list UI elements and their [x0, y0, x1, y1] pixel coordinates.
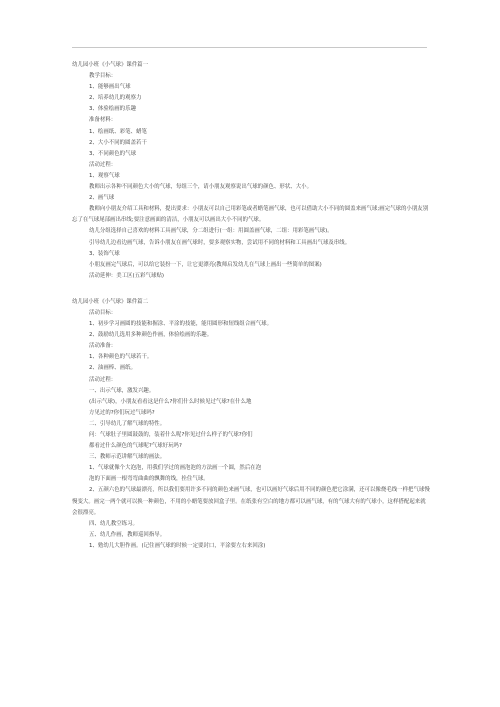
section-title: 幼儿园小班《小气球》课件篇二: [72, 298, 149, 305]
header-rule: [72, 47, 427, 48]
body-paragraph: 教师向小朋友介绍工具和材料，提出要求：小朋友可以自己用彩笔或者蜡笔画气球，也可以借助大小不同的圆盖来画气球;画完气球的小朋友别忘了在气球尾部画出串线;要注意画面的清洁，小朋友可以画出大小不同的气球。: [72, 206, 429, 224]
body-line: 教学目标：: [89, 73, 117, 80]
body-line: 泡的下面画一根弯弯曲曲的飘舞的线，拴住气球。: [89, 476, 209, 483]
body-line: 2、鼓励幼儿选用多种颜色作画，体验绘画的乐趣。: [89, 332, 213, 339]
body-line: 幼儿分组选择自己喜欢的材料工具画气球，分二组进行(一组：用圆盖画气球，二组：用彩笔画气球)。: [89, 228, 333, 235]
document-body: [72, 60, 430, 552]
section-title: 幼儿园小班《小气球》课件篇一: [72, 62, 149, 68]
body-line: 一、出示气球，激发兴趣。: [89, 387, 155, 394]
body-line: 教师出示各种不同颜色大小的气球，每组三个，请小朋友观察说出气球的颜色、形状、大小。: [89, 184, 313, 191]
body-line: 1、勉幼儿大胆作画。(记住画气球的时候一定要封口，平涂要左右来回涂): [89, 542, 266, 549]
body-line: 2、油画棒、画纸。: [89, 365, 137, 372]
body-line: 问：气球肚子里圆鼓鼓的，装着什么呢?你见过什么样子的气球?你们: [89, 432, 253, 438]
body-line: 1、绘画纸、彩笔、蜡笔: [89, 128, 147, 135]
body-line: 三、教师示范讲解气球的画法。: [89, 454, 166, 461]
body-line: 方见过的?你们玩过气球吗?: [89, 409, 155, 416]
body-line: 四、幼儿教空练习。: [89, 520, 138, 527]
body-line: 五、幼儿作画，教师巡回指导。: [89, 531, 166, 538]
body-line: 小朋友画完气球后，可以给它装扮一下，让它更漂亮(教师启发幼儿在气球上画出一些简单的图案): [89, 261, 322, 268]
body-line: 1、各种颜色的气球若干。: [89, 354, 153, 361]
body-line: 都看过什么颜色的气球呢?气球好玩吗?: [89, 443, 182, 450]
body-line: 3、装饰气球: [89, 250, 120, 257]
body-line: 2、大小不同的圆盖若干: [89, 139, 147, 146]
body-line: 1、初步学习画圆的技能和握涂、平涂的技能，能用圆形和短线组合画气球。: [89, 321, 273, 328]
body-line: 二、引导幼儿了解气球的特性。: [89, 420, 166, 427]
body-line: 1、观察气球: [89, 172, 120, 179]
body-line: 准备材料：: [89, 117, 117, 124]
body-line: 2、培养幼儿的观察力: [89, 95, 142, 102]
body-line: 3、不同颜色的气球: [89, 150, 137, 157]
body-line: 引导幼儿边看边画气球，告诉小朋友在画气球时，要多观察实物，尝试用不同的材料和工具画出气球及串线。: [89, 239, 351, 246]
body-line: 1、能够画出气球: [89, 84, 131, 91]
body-line: 活动准备：: [89, 343, 117, 350]
body-line: 活动过程：: [89, 376, 117, 383]
body-line: 活动过程：: [89, 161, 117, 168]
body-line: 活动目标：: [89, 309, 117, 316]
body-line: 活动延伸：美工区(五彩气球贴): [89, 272, 165, 279]
body-line: (出示气球)，小朋友看看这是什么?你们什么时候见过气球?在什么地: [89, 398, 252, 405]
body-line: 3、体验绘画的乐趣: [89, 106, 137, 113]
body-line: 2、画气球: [89, 195, 115, 202]
body-paragraph: 2、五颜六色的气球最漂亮，所以我们要用许多不同的颜色来画气球，也可以画好气球后用不同的颜色把它涂满，还可以像烧毛线一样把气球慢慢变大。画完一两个就可以换一种颜色，不用的小蜡笔要放回盒子里。在纸张有空白的地方都可以画气球，有的气球大有的气球小，这样搭配起来就会很漂亮。: [72, 487, 430, 516]
body-line: 1、气球就像个大泡泡，用我们学过的画泡泡的方法画一个圆，然后在泡: [89, 465, 262, 472]
